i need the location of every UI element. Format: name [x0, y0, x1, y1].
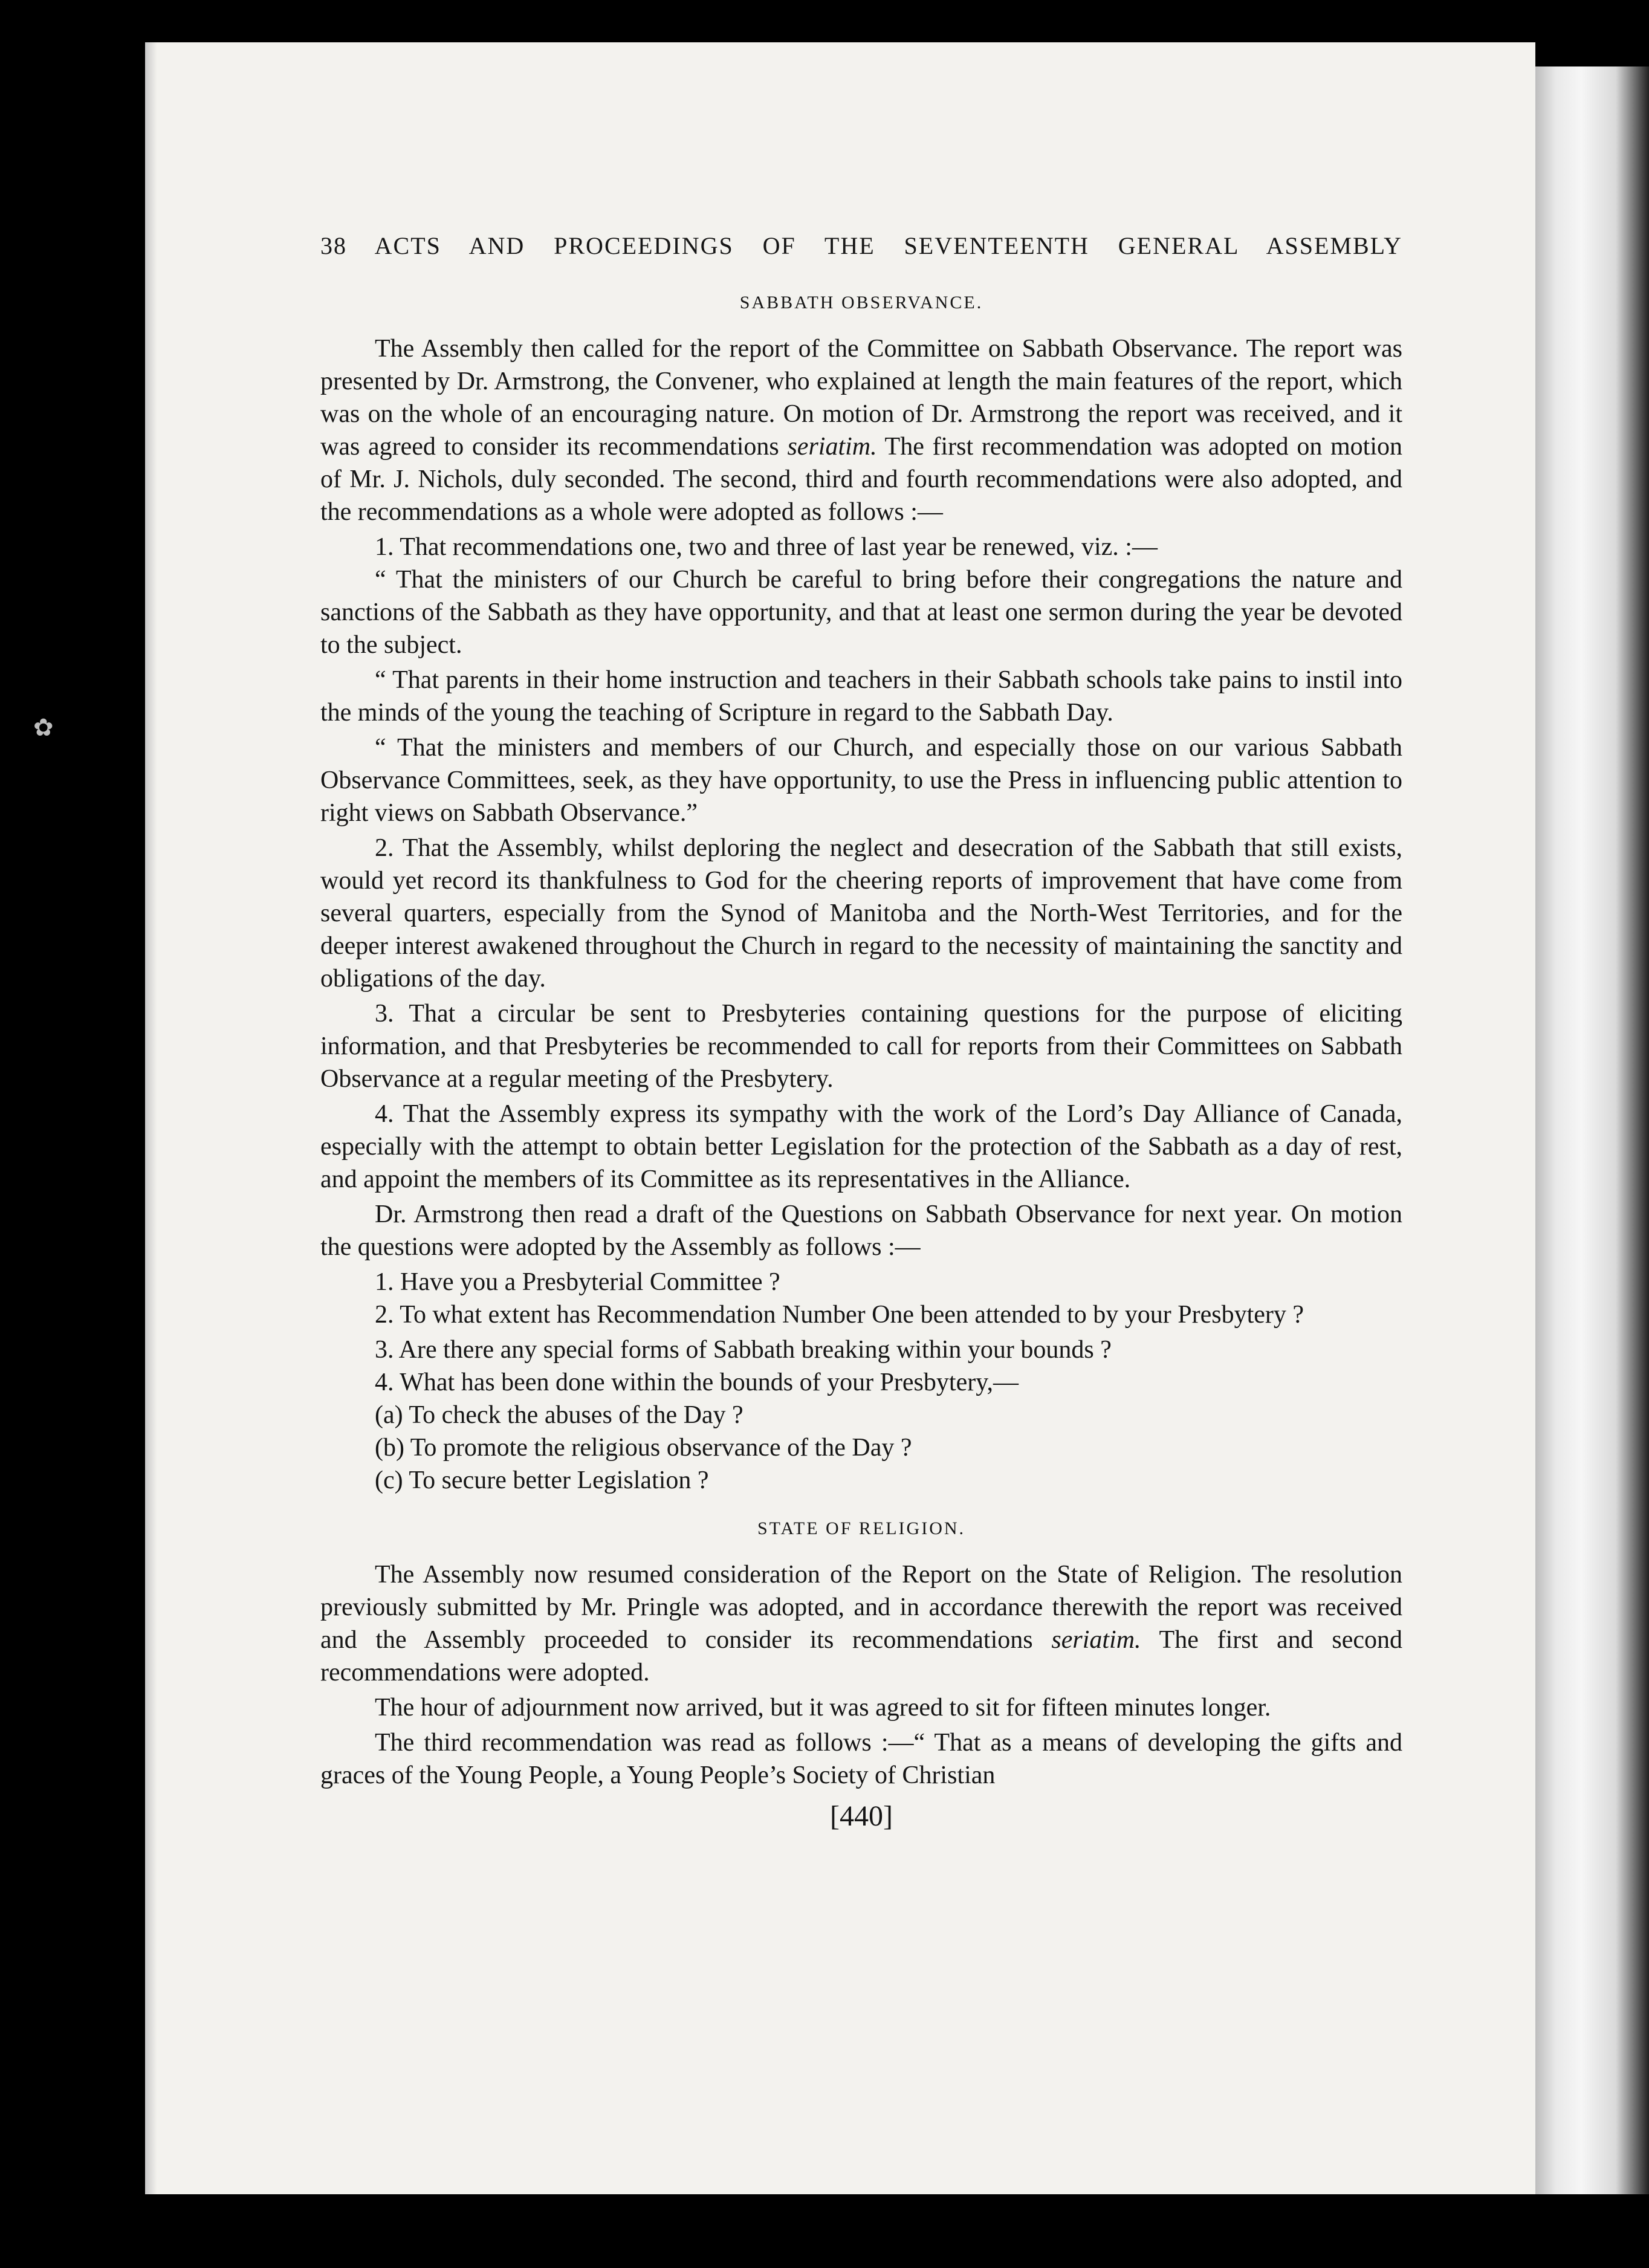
question-4a: (a) To check the abuses of the Day ? — [375, 1401, 744, 1429]
page-content — [320, 230, 1402, 1833]
page-folio: [440] — [830, 1800, 893, 1832]
question-3: 3. Are there any special forms of Sabbath breaking within your bounds ? — [375, 1336, 1112, 1364]
recommendation-4: 4. That the Assembly express its sympathy with the work of the Lord’s Day Alliance of Canada, especially with the attempt to obtain better Legislation for the protection of the Sabbath as a day of rest, and appoint the members of its Committee as its representatives in the Alliance. — [320, 1100, 1402, 1193]
page-right-edge — [1535, 66, 1649, 2194]
paragraph-religion-2: The hour of adjournment now arrived, but it was agreed to sit for fifteen minutes longer. — [375, 1694, 1271, 1722]
page-left-edge — [145, 42, 157, 2194]
paragraph-religion-3: The third recommendation was read as follows :—“ That as a means of developing the gifts and graces of the Young People, a Young People’s Society of Christian — [320, 1729, 1402, 1789]
quote-2: “ That parents in their home instruction and teachers in their Sabbath schools take pains to instil into the minds of the young the teaching of Scripture in regard to the Sabbath Day. — [320, 666, 1402, 727]
question-2: 2. To what extent has Recommendation Number One been attended to by your Presbytery ? — [375, 1301, 1304, 1329]
scan-speck: ✿ — [33, 714, 54, 741]
paragraph-draft: Dr. Armstrong then read a draft of the Questions on Sabbath Observance for next year. On motion the questions were adopted by the Assembly as follows :— — [320, 1200, 1402, 1261]
section-title-sabbath: SABBATH OBSERVANCE. — [739, 293, 983, 313]
quote-1: “ That the ministers of our Church be careful to bring before their congregations the nature and sanctions of the Sabbath as they have opportunity, and that at least one sermon during the year be devoted to the subject. — [320, 566, 1402, 659]
quote-3: “ That the ministers and members of our Church, and especially those on our various Sabbath Observance Committees, seek, as they have opportunity, to use the Press in influencing public attention to right views on Sabbath Observance.” — [320, 734, 1402, 827]
section-title-religion: STATE OF RELIGION. — [757, 1518, 966, 1538]
question-4b: (b) To promote the religious observance of the Day ? — [375, 1434, 912, 1462]
recommendation-2: 2. That the Assembly, whilst deploring the neglect and desecration of the Sabbath that still exists, would yet record its thankfulness to God for the cheering reports of improvement that have come from several quarters, especially from the Synod of Manitoba and the North-West Territories, and for the deeper interest awakened throughout the Church in regard to the necessity of maintaining the sanctity and obligations of the day. — [320, 834, 1402, 993]
recommendation-1: 1. That recommendations one, two and three of last year be renewed, viz. :— — [375, 533, 1158, 561]
recommendation-3: 3. That a circular be sent to Presbyteries containing questions for the purpose of eliciting information, and that Presbyteries be recommended to call for reports from their Committees on Sabbath Observance at a regular meeting of the Presbytery. — [320, 1000, 1402, 1093]
question-4c: (c) To secure better Legislation ? — [375, 1466, 709, 1494]
paragraph-intro: The Assembly then called for the report of the Committee on Sabbath Observance. The report was presented by Dr. Armstrong, the Convener, who explained at length the main features of the report, which was on the whole of an encouraging nature. On motion of Dr. Armstrong the report was received, and it was agreed to consider its recommendations seriatim. The first recommendation was adopted on motion of Mr. J. Nichols, duly seconded. The second, third and fourth recommendations were also adopted, and the recommendations as a whole were adopted as follows :— — [320, 335, 1403, 526]
question-4: 4. What has been done within the bounds of your Presbytery,— — [375, 1369, 1019, 1396]
question-1: 1. Have you a Presbyterial Committee ? — [375, 1268, 780, 1296]
running-head: 38 ACTS AND PROCEEDINGS OF THE SEVENTEENTH GENERAL ASSEMBLY — [320, 232, 1402, 259]
paragraph-religion-1: The Assembly now resumed consideration of the Report on the State of Religion. The resolution previously submitted by Mr. Pringle was adopted, and in accordance therewith the report was received and the Assembly proceeded to consider its recommendations seriatim. The first and second recommendations were adopted. — [320, 1561, 1402, 1686]
